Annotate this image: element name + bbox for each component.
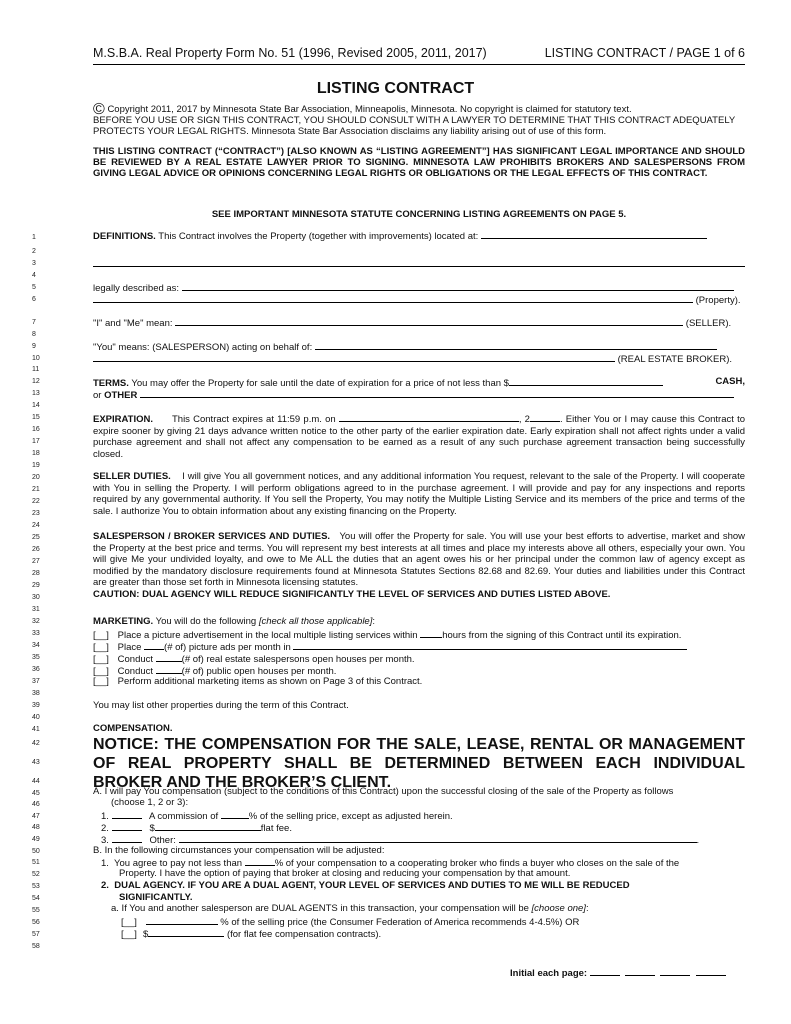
cash-label: CASH, — [715, 376, 745, 387]
line-number: 40 — [32, 714, 40, 721]
line-number: 13 — [32, 390, 40, 397]
form-header — [93, 46, 745, 65]
line-number: 10 — [32, 355, 40, 362]
property-address-field[interactable] — [481, 229, 707, 239]
option-number: 3. — [101, 835, 109, 846]
marketing-heading: MARKETING. — [93, 616, 154, 627]
consult-lawyer-notice: BEFORE YOU USE OR SIGN THIS CONTRACT, YOU SHOULD CONSULT WITH A LAWYER TO DETERMINE THAT THIS CONTRACT ADEQUATELY PROTECTS YOUR LEGAL RIGHTS. Minnesota State Bar Association disclaims any liability arising out of use of this form. — [93, 115, 736, 137]
option-3-select-field[interactable] — [112, 833, 142, 843]
line-number: 22 — [32, 498, 40, 505]
line-number: 15 — [32, 414, 40, 421]
line-number: 45 — [32, 790, 40, 797]
line-number: 35 — [32, 654, 40, 661]
line-number: 56 — [32, 919, 40, 926]
marketing-intro: You will do the following — [155, 616, 257, 627]
line-number: 27 — [32, 558, 40, 565]
option-1-select-field[interactable] — [112, 809, 142, 819]
expiration-paragraph — [93, 412, 745, 460]
seller-name-field[interactable] — [175, 316, 683, 326]
line-number: 12 — [32, 378, 40, 385]
copyright-notice — [93, 101, 745, 137]
marketing-intro-note: [check all those applicable] — [258, 616, 373, 627]
option-2-select-field[interactable] — [112, 821, 142, 831]
option-2-text-2: flat fee. — [260, 823, 292, 834]
initial-field-4[interactable] — [696, 966, 726, 976]
or-label: or — [93, 390, 102, 401]
mls-hours-field[interactable] — [420, 628, 442, 638]
property-label: (Property). — [695, 295, 741, 306]
b1-text-2: % of your compensation to a cooperating broker who finds a buyer who closes on the sale of the — [274, 858, 680, 869]
other-terms-field[interactable] — [140, 388, 734, 398]
flat-fee-field[interactable] — [155, 821, 261, 831]
line-number: 1 — [32, 234, 36, 241]
line-number: 6 — [32, 296, 36, 303]
expiration-date-field[interactable] — [339, 412, 519, 422]
line-number: 52 — [32, 871, 40, 878]
line-number: 7 — [32, 319, 36, 326]
marketing-item-text: Perform additional marketing items as shown on Page 3 of this Contract. — [117, 676, 423, 687]
line-number: 28 — [32, 570, 40, 577]
marketing-item-text: Conduct — [117, 654, 154, 665]
services-heading: SALESPERSON / BROKER SERVICES AND DUTIES. — [93, 531, 331, 542]
marketing-item-text-2: (# of) picture ads per month in — [164, 642, 291, 653]
line-number: 44 — [32, 778, 40, 785]
line-number: 55 — [32, 907, 40, 914]
option-number: 1. — [101, 811, 109, 822]
expiration-text-2: . Either You or I may cause this Contract to expire sooner by giving 21 days advance written notice to the other party of the earlier expiration date. Early expiration shall not affect rights under a valid purchase agreement and shall not affect any compensation to be earned as a result of any such purchase agreement transaction being successfully closed. — [93, 414, 745, 460]
line-number: 8 — [32, 331, 36, 338]
line-number: 23 — [32, 510, 40, 517]
marketing-checkbox-1[interactable]: [__] — [93, 630, 109, 641]
expiration-year-prefix: , 2 — [518, 414, 530, 425]
line-number: 47 — [32, 813, 40, 820]
marketing-row: MARKETING. You will do the following [check all those applicable]: — [93, 616, 375, 627]
line-number: 20 — [32, 474, 40, 481]
marketing-checkbox-2[interactable]: [__] — [93, 642, 109, 653]
legal-description-row-2 — [93, 293, 745, 306]
line-number: 39 — [32, 702, 40, 709]
copyright-line: Copyright 2011, 2017 by Minnesota State Bar Association, Minneapolis, Minnesota. No copyright is claimed for statutory text. — [107, 104, 632, 115]
seller-suffix: (SELLER). — [685, 318, 732, 329]
comp-b2-row-2: SIGNIFICANTLY. — [119, 892, 193, 903]
marketing-item-5 — [93, 676, 745, 687]
marketing-checkbox-4[interactable]: [__] — [93, 666, 109, 677]
line-number: 21 — [32, 486, 40, 493]
marketing-item-text-2: (# of) public open houses per month. — [181, 666, 337, 677]
initials-row — [510, 966, 750, 979]
marketing-checkbox-5[interactable]: [__] — [93, 676, 109, 687]
broker-row — [93, 352, 745, 365]
line-number: 31 — [32, 606, 40, 613]
comp-b-row: B. In the following circumstances your compensation will be adjusted: — [93, 845, 385, 856]
b2a-text: a. If You and another salesperson are DUAL AGENTS in this transaction, your compensation will be — [111, 903, 529, 914]
line-number: 3 — [32, 260, 36, 267]
broker-open-house-count-field[interactable] — [156, 652, 182, 662]
legal-description-field[interactable] — [182, 281, 734, 291]
line-number: 37 — [32, 678, 40, 685]
line-number: 9 — [32, 343, 36, 350]
option-1-text: A commission of — [148, 811, 219, 822]
line-number: 30 — [32, 594, 40, 601]
terms-other-row — [93, 388, 745, 401]
public-open-house-count-field[interactable] — [156, 664, 182, 674]
broker-suffix: (REAL ESTATE BROKER). — [617, 354, 733, 365]
line-number: 41 — [32, 726, 40, 733]
line-number: 14 — [32, 402, 40, 409]
comp-option-3: 3. Other: . — [101, 835, 700, 846]
dual-percent-text: % of the selling price (the Consumer Federation of America recommends 4-4.5%) OR — [220, 917, 580, 928]
cooperating-broker-percent-field[interactable] — [245, 856, 275, 866]
initial-field-2[interactable] — [625, 966, 655, 976]
line-number: 17 — [32, 438, 40, 445]
line-number: 2 — [32, 248, 36, 255]
marketing-item-text-2: (# of) real estate salespersons open houses per month. — [181, 654, 415, 665]
line-number: 58 — [32, 943, 40, 950]
seller-duties-heading: SELLER DUTIES. — [93, 471, 171, 482]
initial-field-1[interactable] — [590, 966, 620, 976]
compensation-notice: NOTICE: THE COMPENSATION FOR THE SALE, LEASE, RENTAL OR MANAGEMENT OF REAL PROPERTY SHALL BE DETERMINED BETWEEN EACH INDIVIDUAL BROKER AND THE BROKER’S CLIENT. — [93, 736, 745, 791]
definitions-text: This Contract involves the Property (together with improvements) located at: — [158, 231, 479, 242]
option-number: 2. — [101, 823, 109, 834]
line-number: 5 — [32, 284, 36, 291]
services-paragraph — [93, 531, 745, 601]
document-title: LISTING CONTRACT — [316, 80, 475, 97]
line-number: 38 — [32, 690, 40, 697]
marketing-checkbox-3[interactable]: [__] — [93, 654, 109, 665]
line-number: 25 — [32, 534, 40, 541]
legal-description-label: legally described as: — [93, 283, 180, 294]
line-number: 53 — [32, 883, 40, 890]
initial-field-3[interactable] — [660, 966, 690, 976]
salesperson-label: "You" means: (SALESPERSON) acting on behalf of: — [93, 342, 313, 353]
line-number: 18 — [32, 450, 40, 457]
seller-label: "I" and "Me" mean: — [93, 318, 173, 329]
other-compensation-field[interactable] — [179, 833, 697, 843]
b2a-note: [choose one] — [531, 903, 586, 914]
initials-label: Initial each page: — [510, 968, 588, 979]
broker-name-field[interactable] — [315, 340, 717, 350]
commission-percent-field[interactable] — [221, 809, 249, 819]
broker-name-field-2[interactable] — [93, 352, 615, 362]
dual-agency-caution: CAUTION: DUAL AGENCY WILL REDUCE SIGNIFICANTLY THE LEVEL OF SERVICES AND DUTIES LISTED ABOVE. — [93, 588, 611, 600]
marketing-item-text: Place a picture advertisement in the local multiple listing services within — [117, 630, 418, 641]
line-number: 32 — [32, 618, 40, 625]
expiration-year-field[interactable] — [530, 412, 560, 422]
marketing-item-text: Place — [117, 642, 142, 653]
line-number: 42 — [32, 740, 40, 747]
price-field[interactable] — [509, 376, 663, 386]
line-number: 26 — [32, 546, 40, 553]
line-number: 11 — [32, 366, 40, 373]
statute-note: SEE IMPORTANT MINNESOTA STATUTE CONCERNING LISTING AGREEMENTS ON PAGE 5. — [211, 209, 627, 220]
line-number: 19 — [32, 462, 40, 469]
dual-percent-field[interactable] — [146, 915, 218, 925]
dual-flat-text: (for flat fee compensation contracts). — [226, 929, 382, 940]
line-number: 36 — [32, 666, 40, 673]
line-number: 4 — [32, 272, 36, 279]
expiration-text-1: This Contract expires at 11:59 p.m. on — [171, 414, 336, 425]
line-number: 51 — [32, 859, 40, 866]
option-3-text: Other: — [149, 835, 176, 846]
line-number: 29 — [32, 582, 40, 589]
comp-b2-row — [101, 880, 753, 891]
marketing-item-text-2: hours from the signing of this Contract until its expiration. — [442, 630, 682, 641]
definitions-heading: DEFINITIONS. — [93, 231, 156, 242]
comp-a-row: A. I will pay You compensation (subject to the conditions of this Contract) upon the successful closing of the sale of the Property as follows — [93, 786, 674, 797]
line-number: 49 — [32, 836, 40, 843]
dual-flat-checkbox[interactable]: [__] — [121, 929, 137, 940]
copyright-icon: © — [93, 101, 105, 118]
option-number: 1. — [101, 858, 109, 869]
line-number: 46 — [32, 801, 40, 808]
line-number: 54 — [32, 895, 40, 902]
line-number: 48 — [32, 824, 40, 831]
page-indicator: LISTING CONTRACT / PAGE 1 of 6 — [544, 46, 745, 60]
legal-warning: THIS LISTING CONTRACT (“CONTRACT”) [ALSO KNOWN AS “LISTING AGREEMENT”] HAS SIGNIFICANT LEGAL IMPORTANCE AND SHOULD BE REVIEWED BY A REAL ESTATE LAWYER PRIOR TO SIGNING. MINNESOTA LAW PROHIBITS BROKERS AND SALESPERSONS FROM GIVING LEGAL ADVICE OR OPINIONS CONCERNING LEGAL RIGHTS OR OBLIGATIONS OR THE LEGAL EFFECTS OF THIS CONTRACT. — [93, 146, 745, 179]
option-number: 2. — [101, 880, 109, 891]
seller-row — [93, 316, 745, 329]
dual-percent-checkbox[interactable]: [__] — [121, 917, 137, 928]
definitions-row — [93, 229, 745, 242]
line-number: 24 — [32, 522, 40, 529]
dual-flat-fee-field[interactable] — [148, 927, 224, 937]
comp-b1-row-2: Property. I have the option of paying that broker at closing and reducing your compensation by that amount. — [119, 868, 571, 879]
line-number: 34 — [32, 642, 40, 649]
line-number: 57 — [32, 931, 40, 938]
line-number: 50 — [32, 848, 40, 855]
b1-text: You agree to pay not less than — [114, 858, 243, 869]
comp-b2a-row: a. If You and another salesperson are DUAL AGENTS in this transaction, your compensation will be [choose one]: — [111, 903, 589, 914]
option-2-text: $ — [149, 823, 155, 834]
dual-agency-flat-row: [__] $ (for flat fee compensation contracts). — [121, 929, 382, 940]
property-address-line-2[interactable] — [93, 266, 745, 267]
seller-duties-text: I will give You all government notices, and any additional information You request, relevant to the sale of the Property. I will cooperate with You in selling the Property. I will perform obligations agreed to in the purchase agreement. I will provide and pay for any inspections and reports required by any governmental authority. If You sell the Property, You may notify the Multiple Listing Service and its members of the price and terms of the sale. I authorize You to obtain information about any existing financing on the Property. — [93, 471, 745, 517]
line-number: 33 — [32, 630, 40, 637]
terms-heading: TERMS. — [93, 378, 129, 389]
terms-text: You may offer the Property for sale until the date of expiration for a price of not less than $ — [131, 378, 509, 389]
picture-ads-publication-field[interactable] — [293, 640, 687, 650]
other-properties-row: You may list other properties during the term of this Contract. — [93, 700, 349, 711]
dual-agency-text: DUAL AGENCY. IF YOU ARE A DUAL AGENT, YOUR LEVEL OF SERVICES AND DUTIES TO ME WILL BE REDUCED — [114, 880, 630, 891]
other-label: OTHER — [104, 390, 138, 401]
form-id: M.S.B.A. Real Property Form No. 51 (1996, Revised 2005, 2011, 2017) — [93, 46, 487, 60]
option-1-text-2: % of the selling price, except as adjusted herein. — [248, 811, 453, 822]
legal-description-field-2[interactable] — [93, 293, 693, 303]
compensation-heading: COMPENSATION. — [93, 723, 173, 734]
seller-duties-paragraph — [93, 471, 745, 517]
line-number: 16 — [32, 426, 40, 433]
expiration-heading: EXPIRATION. — [93, 414, 153, 425]
line-number: 43 — [32, 759, 40, 766]
services-text: You will offer the Property for sale. You will use your best efforts to advertise, market and show the Property at the best price and terms. You will represent my best interests at all times and place my interests above all others, especially your own. You will give Me your undivided loyalty, and owe to Me ALL the duties that an agent owes his or her principal under the common law of agency except as modified by the mandatory disclosure requirements found at Minnesota Statutes Sections 82.68 and 82.69. Your duties and liabilities under this Contract are greater than those set forth in Minnesota licensing statutes. — [93, 531, 746, 589]
comp-a-choose: (choose 1, 2 or 3): — [111, 797, 189, 808]
picture-ads-count-field[interactable] — [144, 640, 164, 650]
marketing-item-text: Conduct — [117, 666, 154, 677]
